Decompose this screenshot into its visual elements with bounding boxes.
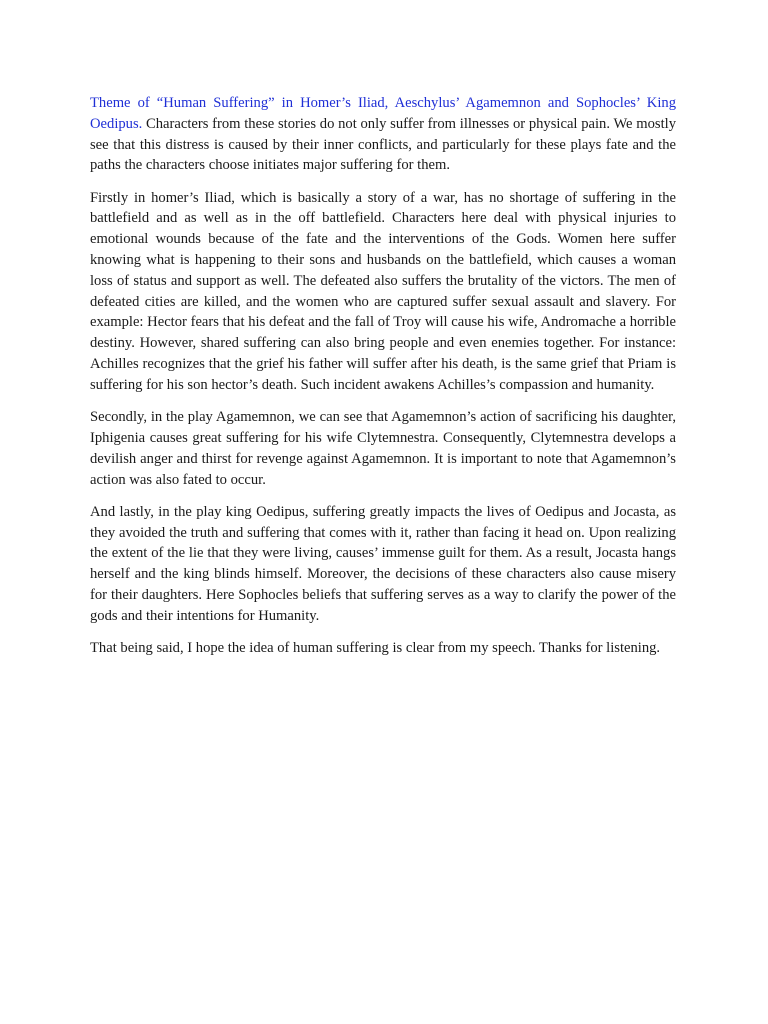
paragraph-agamemnon: Secondly, in the play Agamemnon, we can see that Agamemnon’s action of sacrificing his daughter, Iphigenia causes great suffering for his wife Clytemnestra. Consequently, Clytemnestra develops a devilish anger and thirst for revenge against Agamemnon. It is important to note that Agamemnon’s action was also fated to occur. <box>90 409 676 488</box>
intro-paragraph <box>90 93 676 176</box>
document-title: Theme of “Human Suffering” in Homer’s Iliad, Aeschylus’ Agamemnon and Sophocles’ King Oedipus. <box>90 95 676 132</box>
paragraph-oedipus: And lastly, in the play king Oedipus, suffering greatly impacts the lives of Oedipus and Jocasta, as they avoided the truth and suffering that comes with it, rather than facing it head on. Upon realizing the extent of the lie that they were living, causes’ immense guilt for them. As a result, Jocasta hangs herself and the king blinds himself. Moreover, the decisions of these characters also cause misery for their daughters. Here Sophocles beliefs that suffering serves as a way to clarify the power of the gods and their intentions for Humanity. <box>90 503 676 624</box>
intro-text: Characters from these stories do not only suffer from illnesses or physical pain. We mostly see that this distress is caused by their inner conflicts, and particularly for these plays fate and the paths the characters choose initiates major suffering for them. <box>90 115 676 174</box>
paragraph-closing: That being said, I hope the idea of human suffering is clear from my speech. Thanks for listening. <box>90 640 661 657</box>
paragraph-iliad: Firstly in homer’s Iliad, which is basically a story of a war, has no shortage of suffering in the battlefield and as well as in the off battlefield. Characters here deal with physical injuries to emotional wounds because of the fate and the interventions of the Gods. Women here suffer knowing what is happening to their sons and husbands on the battlefield, which causes a woman loss of status and support as well. The defeated also suffers the brutality of the victors. The men of defeated cities are killed, and the women who are captured suffer sexual assault and slavery. For example: Hector fears that his defeat and the fall of Troy will cause his wife, Andromache a horrible destiny. However, shared suffering can also bring people and even enemies together. For instance: Achilles recognizes that the grief his father will suffer after his death, is the same grief that Priam is suffering for his son hector’s death. Such incident awakens Achilles’s compassion and humanity. <box>90 189 676 393</box>
document-page <box>90 93 676 670</box>
